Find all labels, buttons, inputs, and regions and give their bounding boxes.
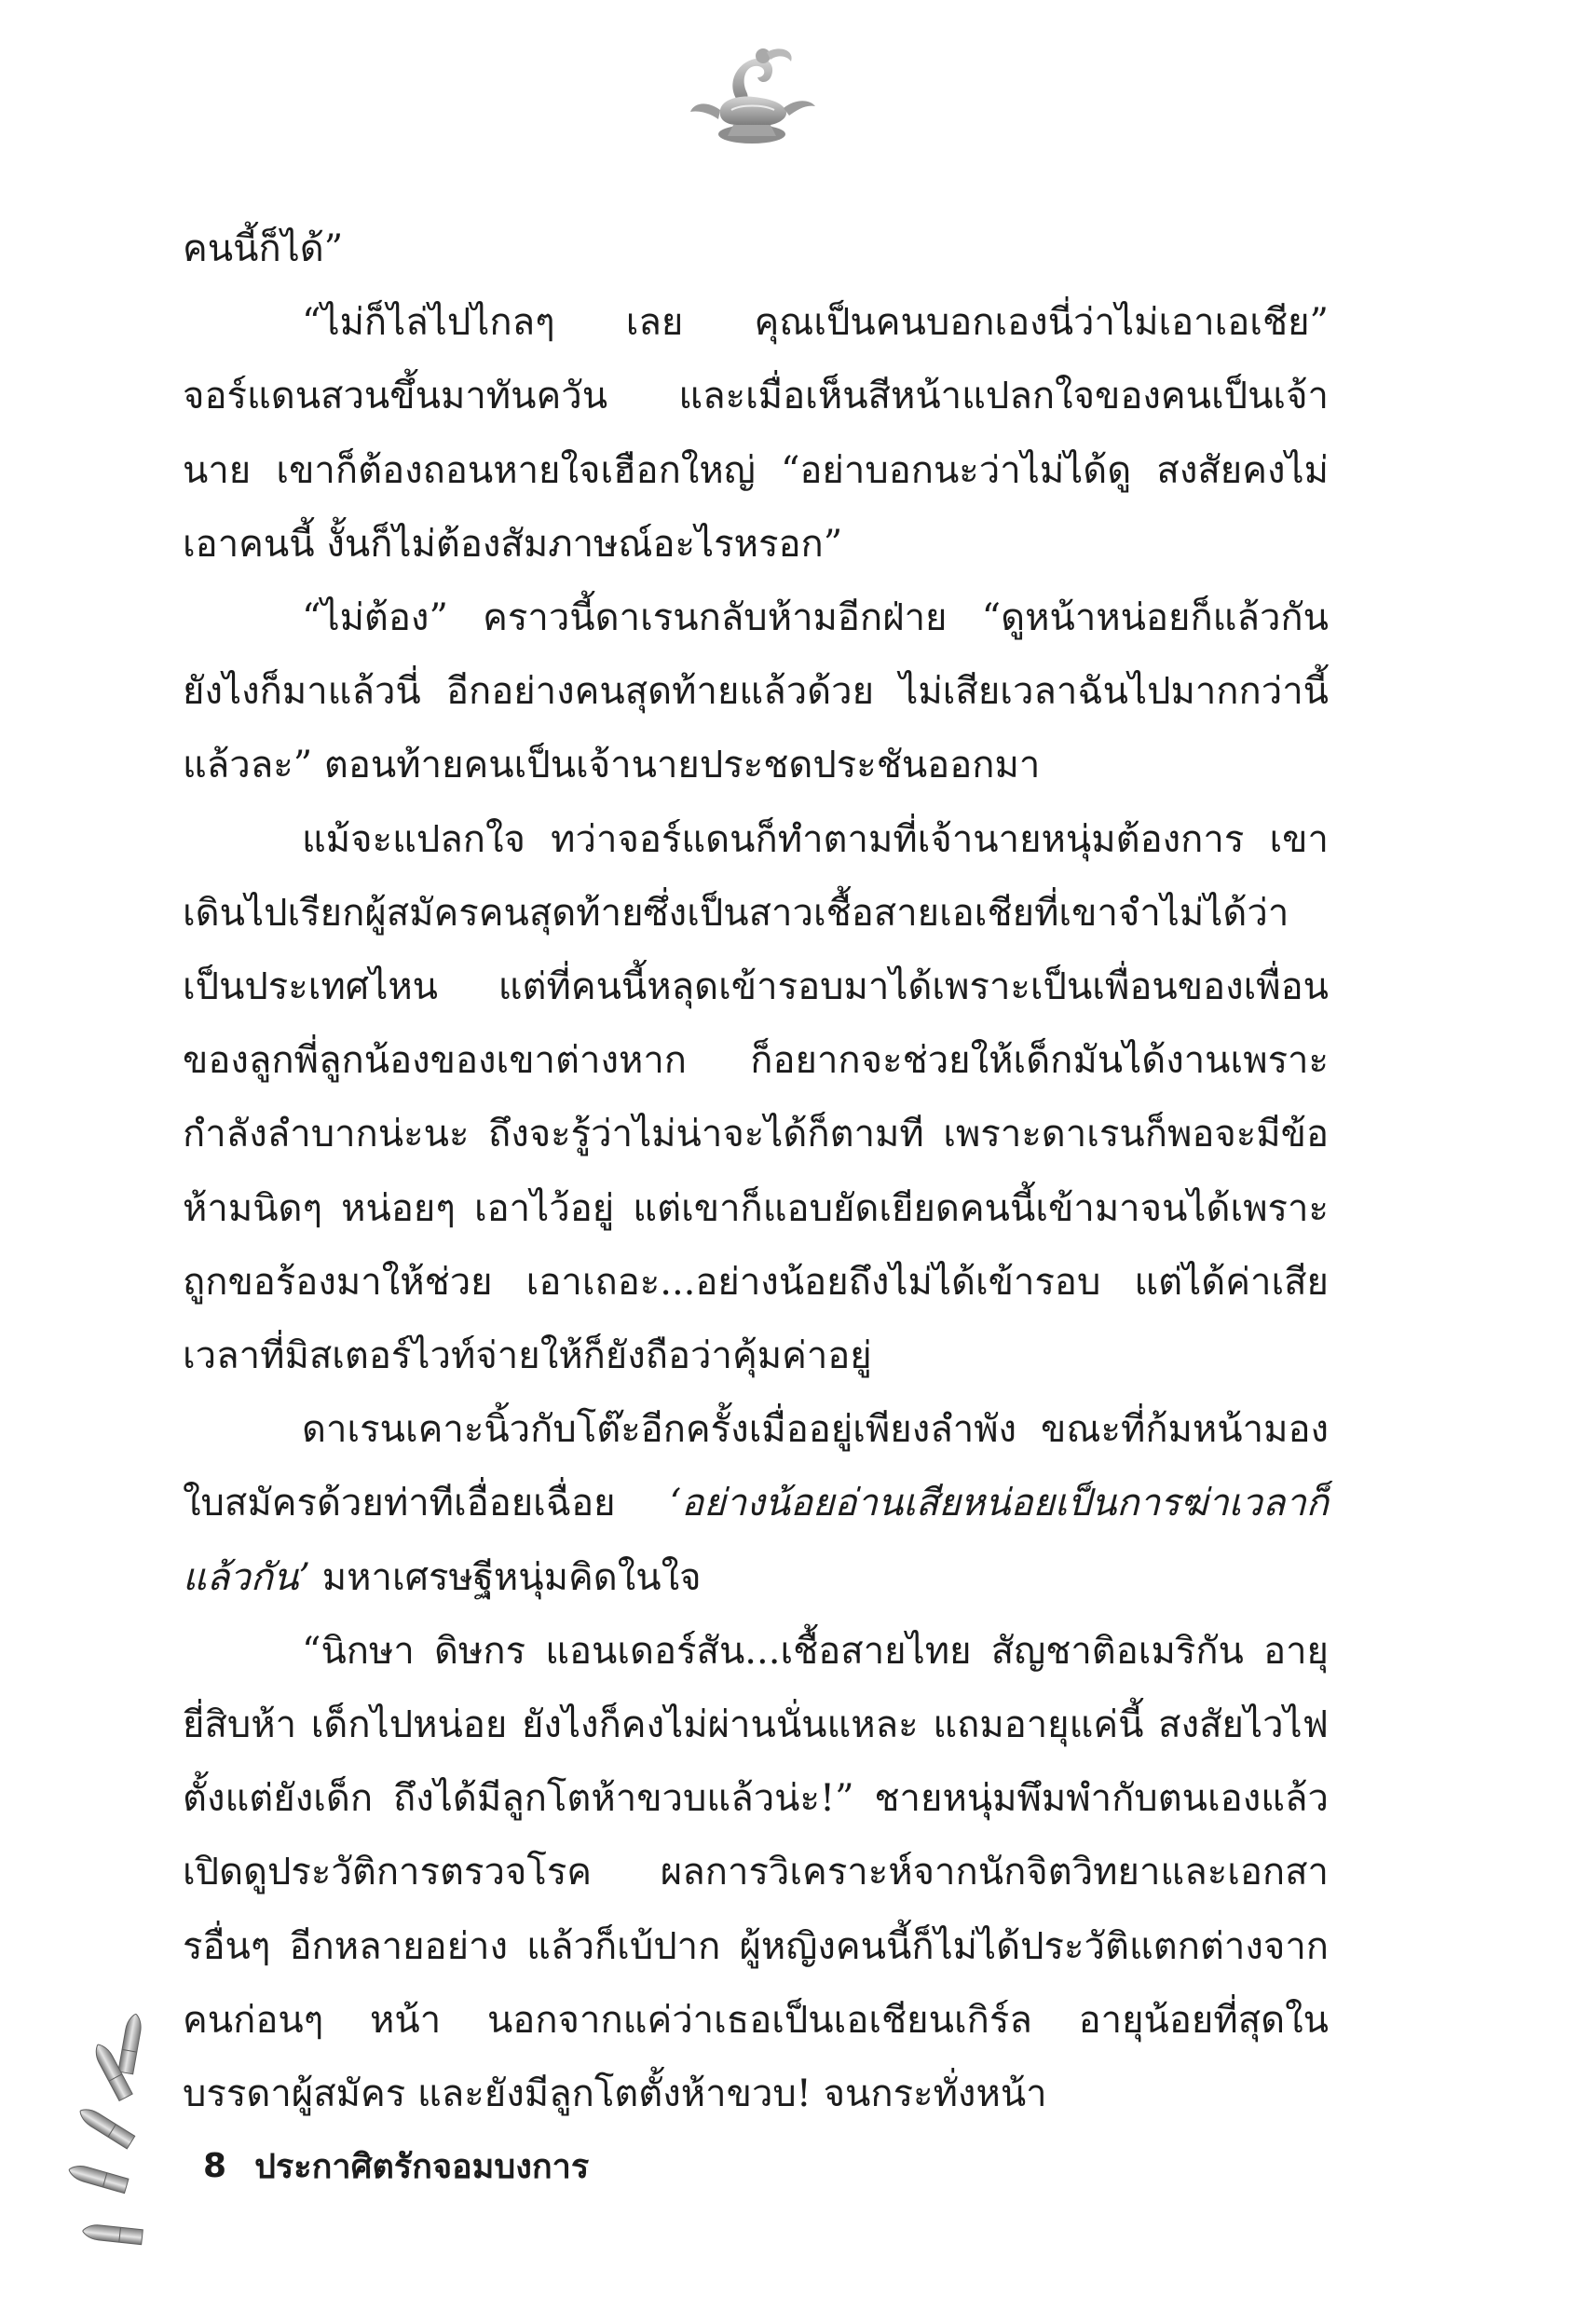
paragraph xyxy=(183,1393,1329,1615)
paragraph xyxy=(183,581,1329,803)
page-footer xyxy=(203,2140,589,2192)
paragraph xyxy=(183,286,1329,581)
paragraph-text: คนนี้ก็ได้” xyxy=(183,227,344,270)
page-number: 8 xyxy=(203,2146,227,2185)
magic-lamp-icon xyxy=(685,45,825,161)
paragraph-text: “นิกษา ดิษกร แอนเดอร์สัน...เชื้อสายไทย สัญชาติอเมริกัน อายุยี่สิบห้า เด็กไปหน่อย ยังไงก็คงไม่ผ่านนั่นแหละ แถมอายุแค่นี้ สงสัยไวไฟตั้งแต่ยังเด็ก ถึงได้มีลูกโตห้าขวบแล้วน่ะ!” ชายหนุ่มพึมพำกับตนเองแล้วเปิดดูประวัติการตรวจโรค ผลการวิเคราะห์จากนักจิตวิทยาและเอกสารอื่นๆ อีกหลายอย่าง แล้วก็เบ้ปาก ผู้หญิงคนนี้ก็ไม่ได้ประวัติแตกต่างจากคนก่อนๆ หน้า นอกจากแค่ว่าเธอเป็นเอเชียนเกิร์ล อายุน้อยที่สุดในบรรดาผู้สมัคร และยังมีลูกโตตั้งห้าขวบ! จนกระทั่งหน้า xyxy=(183,1629,1329,2116)
paragraph-text: “ไม่ก็ไล่ไปไกลๆ เลย คุณเป็นคนบอกเองนี่ว่าไม่เอาเอเชีย” จอร์แดนสวนขึ้นมาทันควัน และเมื่อเห็นสีหน้าแปลกใจของคนเป็นเจ้านาย เขาก็ต้องถอนหายใจเฮือกใหญ่ “อย่าบอกนะว่าไม่ได้ดู สงสัยคงไม่เอาคนนี้ งั้นก็ไม่ต้องสัมภาษณ์อะไรหรอก” xyxy=(183,301,1329,566)
paragraph-text: มหาเศรษฐีหนุ่มคิดในใจ xyxy=(310,1555,702,1599)
paragraph-text: “ไม่ต้อง” คราวนี้ดาเรนกลับห้ามอีกฝ่าย “ดูหน้าหน่อยก็แล้วกัน ยังไงก็มาแล้วนี่ อีกอย่างคนสุดท้ายแล้วด้วย ไม่เสียเวลาฉันไปมากกว่านี้แล้วละ” ตอนท้ายคนเป็นเจ้านายประชดประชันออกมา xyxy=(183,596,1329,787)
italic-thought: ‘อย่างน้อยอ่านเสียหน่อยเป็นการฆ่าเวลาก็แล้วกัน’ xyxy=(183,1482,1329,1599)
book-title: ประกาศิตรักจอมบงการ xyxy=(254,2147,590,2186)
paragraph xyxy=(183,212,1329,286)
bullets-icon xyxy=(63,1994,184,2274)
paragraph-text: ดาเรนเคาะนิ้วกับโต๊ะอีกครั้งเมื่ออยู่เพียงลำพัง ขณะที่ก้มหน้ามองใบสมัครด้วยท่าทีเอื่อยเฉื่อย xyxy=(183,1408,1329,1525)
paragraph xyxy=(183,1615,1329,2131)
body-text xyxy=(183,212,1329,2131)
paragraph-text: แม้จะแปลกใจ ทว่าจอร์แดนก็ทำตามที่เจ้านายหนุ่มต้องการ เขาเดินไปเรียกผู้สมัครคนสุดท้ายซึ่งเป็นสาวเชื้อสายเอเชียที่เขาจำไม่ได้ว่าเป็นประเทศไหน แต่ที่คนนี้หลุดเข้ารอบมาได้เพราะเป็นเพื่อนของเพื่อนของลูกพี่ลูกน้องของเขาต่างหาก ก็อยากจะช่วยให้เด็กมันได้งานเพราะกำลังลำบากน่ะนะ ถึงจะรู้ว่าไม่น่าจะได้ก็ตามที เพราะดาเรนก็พอจะมีข้อห้ามนิดๆ หน่อยๆ เอาไว้อยู่ แต่เขาก็แอบยัดเยียดคนนี้เข้ามาจนได้เพราะถูกขอร้องมาให้ช่วย เอาเถอะ...อย่างน้อยถึงไม่ได้เข้ารอบ แต่ได้ค่าเสียเวลาที่มิสเตอร์ไวท์จ่ายให้ก็ยังถือว่าคุ้มค่าอยู่ xyxy=(183,817,1329,1378)
paragraph xyxy=(183,803,1329,1394)
